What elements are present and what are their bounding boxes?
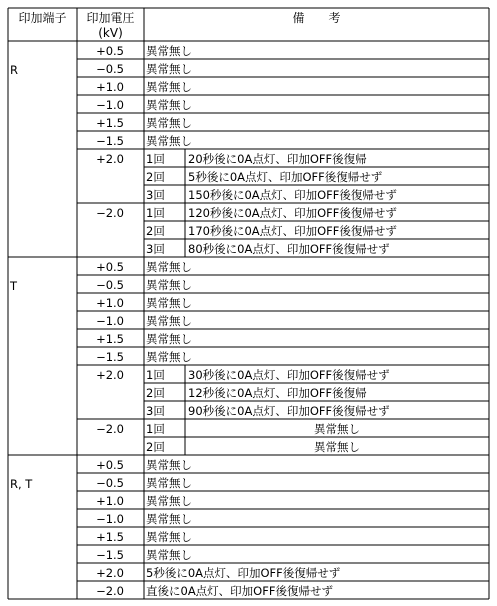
result-cell: 異常無し bbox=[146, 116, 192, 130]
trial-result: 異常無し bbox=[314, 422, 360, 436]
trial-number: 3回 bbox=[146, 188, 165, 202]
result-cell: 異常無し bbox=[146, 512, 192, 526]
voltage-cell: +1.5 bbox=[96, 530, 124, 544]
trial-number: 1回 bbox=[146, 422, 165, 436]
voltage-cell: +1.5 bbox=[96, 332, 124, 346]
header-voltage: 印加電圧 bbox=[86, 11, 135, 25]
result-cell: 異常無し bbox=[146, 278, 192, 292]
trial-result: 170秒後に0A点灯、印加OFF後復帰せず bbox=[188, 224, 397, 238]
voltage-cell: −1.5 bbox=[96, 134, 124, 148]
result-cell: 異常無し bbox=[146, 548, 192, 562]
header-voltage-unit: (kV) bbox=[98, 26, 123, 40]
terminal-label: R, T bbox=[10, 477, 33, 491]
trial-result: 120秒後に0A点灯、印加OFF後復帰せず bbox=[188, 206, 397, 220]
result-cell: 異常無し bbox=[146, 314, 192, 328]
trial-result: 異常無し bbox=[314, 440, 360, 454]
terminal-label: T bbox=[10, 279, 18, 293]
trial-result: 30秒後に0A点灯、印加OFF後復帰せず bbox=[188, 368, 390, 382]
voltage-cell: −0.5 bbox=[96, 476, 124, 490]
trial-number: 2回 bbox=[146, 440, 165, 454]
voltage-cell: −1.0 bbox=[96, 512, 124, 526]
result-cell: 異常無し bbox=[146, 134, 192, 148]
result-cell: 異常無し bbox=[146, 458, 192, 472]
voltage-cell: +1.0 bbox=[96, 296, 124, 310]
trial-number: 2回 bbox=[146, 224, 165, 238]
voltage-cell: −2.0 bbox=[96, 422, 124, 436]
trial-number: 2回 bbox=[146, 386, 165, 400]
trial-number: 1回 bbox=[146, 368, 165, 382]
trial-number: 3回 bbox=[146, 404, 165, 418]
result-cell: 異常無し bbox=[146, 476, 192, 490]
voltage-cell: +2.0 bbox=[96, 566, 124, 580]
terminal-label: R bbox=[10, 63, 18, 77]
voltage-cell: −1.5 bbox=[96, 350, 124, 364]
voltage-cell: +0.5 bbox=[96, 260, 124, 274]
trial-number: 1回 bbox=[146, 152, 165, 166]
voltage-cell: +2.0 bbox=[96, 368, 124, 382]
voltage-cell: +1.5 bbox=[96, 116, 124, 130]
result-cell: 5秒後に0A点灯、印加OFF後復帰せず bbox=[146, 566, 341, 580]
voltage-cell: −1.0 bbox=[96, 314, 124, 328]
voltage-cell: +0.5 bbox=[96, 44, 124, 58]
result-cell: 異常無し bbox=[146, 494, 192, 508]
result-cell: 異常無し bbox=[146, 44, 192, 58]
voltage-cell: +1.0 bbox=[96, 80, 124, 94]
result-cell: 異常無し bbox=[146, 98, 192, 112]
trial-number: 2回 bbox=[146, 170, 165, 184]
result-cell: 異常無し bbox=[146, 350, 192, 364]
result-cell: 異常無し bbox=[146, 530, 192, 544]
voltage-cell: −2.0 bbox=[96, 206, 124, 220]
result-cell: 異常無し bbox=[146, 332, 192, 346]
trial-number: 3回 bbox=[146, 242, 165, 256]
trial-result: 80秒後に0A点灯、印加OFF後復帰せず bbox=[188, 242, 390, 256]
voltage-cell: +1.0 bbox=[96, 494, 124, 508]
result-cell: 直後に0A点灯、印加OFF後復帰せず bbox=[146, 584, 333, 598]
voltage-cell: −1.0 bbox=[96, 98, 124, 112]
trial-number: 1回 bbox=[146, 206, 165, 220]
trial-result: 150秒後に0A点灯、印加OFF後復帰せず bbox=[188, 188, 397, 202]
voltage-cell: −0.5 bbox=[96, 62, 124, 76]
trial-result: 12秒後に0A点灯、印加OFF後復帰 bbox=[188, 386, 367, 400]
voltage-cell: −0.5 bbox=[96, 278, 124, 292]
voltage-cell: −2.0 bbox=[96, 584, 124, 598]
trial-result: 5秒後に0A点灯、印加OFF後復帰せず bbox=[188, 170, 383, 184]
trial-result: 90秒後に0A点灯、印加OFF後復帰せず bbox=[188, 404, 390, 418]
voltage-cell: +0.5 bbox=[96, 458, 124, 472]
header-terminal: 印加端子 bbox=[18, 11, 67, 25]
voltage-cell: +2.0 bbox=[96, 152, 124, 166]
voltage-cell: −1.5 bbox=[96, 548, 124, 562]
result-cell: 異常無し bbox=[146, 80, 192, 94]
trial-result: 20秒後に0A点灯、印加OFF後復帰 bbox=[188, 152, 367, 166]
result-cell: 異常無し bbox=[146, 296, 192, 310]
header-remarks: 備 考 bbox=[292, 11, 341, 25]
result-cell: 異常無し bbox=[146, 62, 192, 76]
result-cell: 異常無し bbox=[146, 260, 192, 274]
